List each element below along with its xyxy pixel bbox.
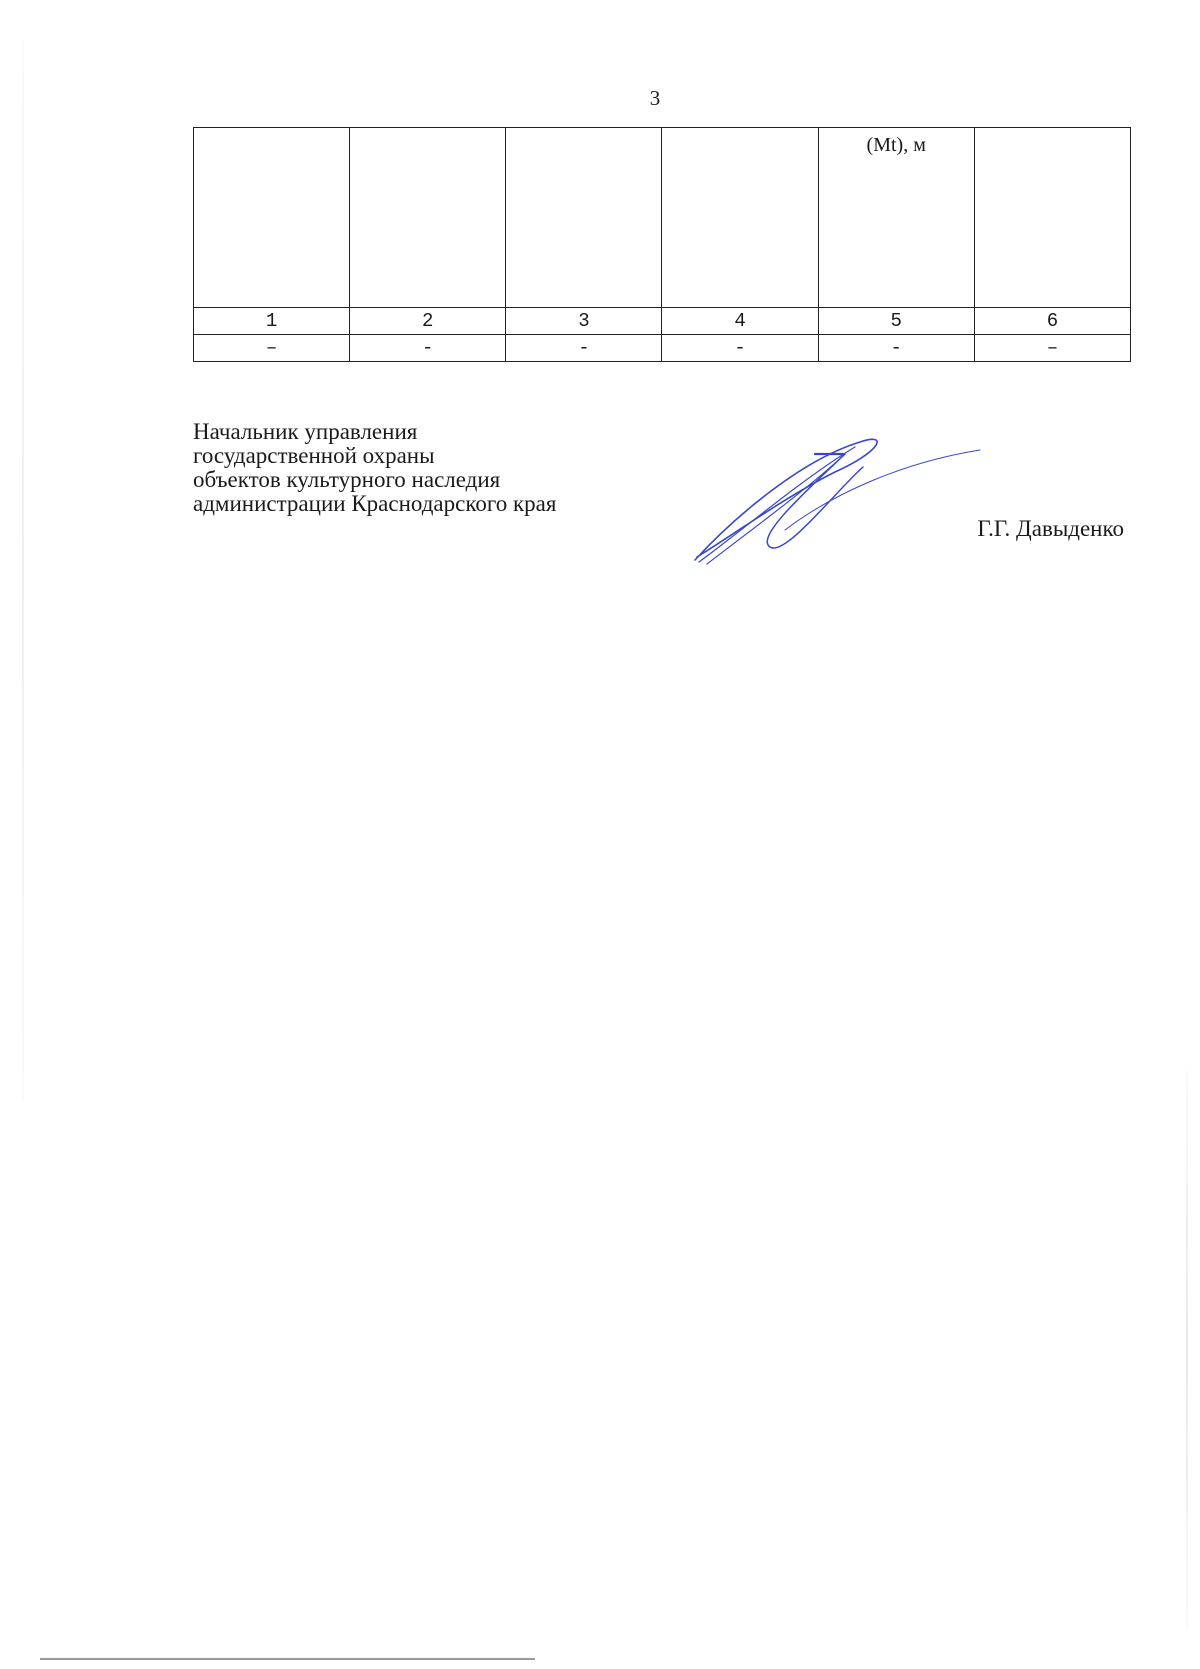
table-column-number-row [194, 308, 1131, 335]
signer-position-line: Начальник управления [193, 419, 418, 444]
header-cell [662, 128, 818, 308]
signer-position-line: администрации Краснодарского края [193, 491, 557, 516]
header-cell: (Mt), м [818, 128, 974, 308]
signer-position-line: государственной охраны [193, 443, 435, 468]
data-table [193, 127, 1131, 362]
header-cell [506, 128, 662, 308]
table-cell: – [194, 335, 350, 362]
scan-edge-bottom [40, 1658, 535, 1660]
page-number: 3 [649, 86, 661, 110]
header-cell [194, 128, 350, 308]
column-number: 5 [818, 308, 974, 335]
scan-edge-right [1186, 1070, 1188, 1630]
table-cell: - [506, 335, 662, 362]
table-cell: - [662, 335, 818, 362]
table-row [194, 335, 1131, 362]
signer-name: Г.Г. Давыденко [977, 516, 1124, 541]
column-number: 3 [506, 308, 662, 335]
signer-position-line: объектов культурного наследия [193, 467, 501, 492]
handwritten-signature [685, 432, 985, 572]
column-number: 4 [662, 308, 818, 335]
table-cell: - [818, 335, 974, 362]
column-number: 6 [974, 308, 1130, 335]
header-cell [974, 128, 1130, 308]
column-number: 2 [350, 308, 506, 335]
signer-position [193, 420, 556, 516]
column-number: 1 [194, 308, 350, 335]
table-cell: - [350, 335, 506, 362]
table-header-row [194, 128, 1131, 308]
scan-edge-left [22, 40, 24, 1100]
header-cell [350, 128, 506, 308]
table-cell: – [974, 335, 1130, 362]
